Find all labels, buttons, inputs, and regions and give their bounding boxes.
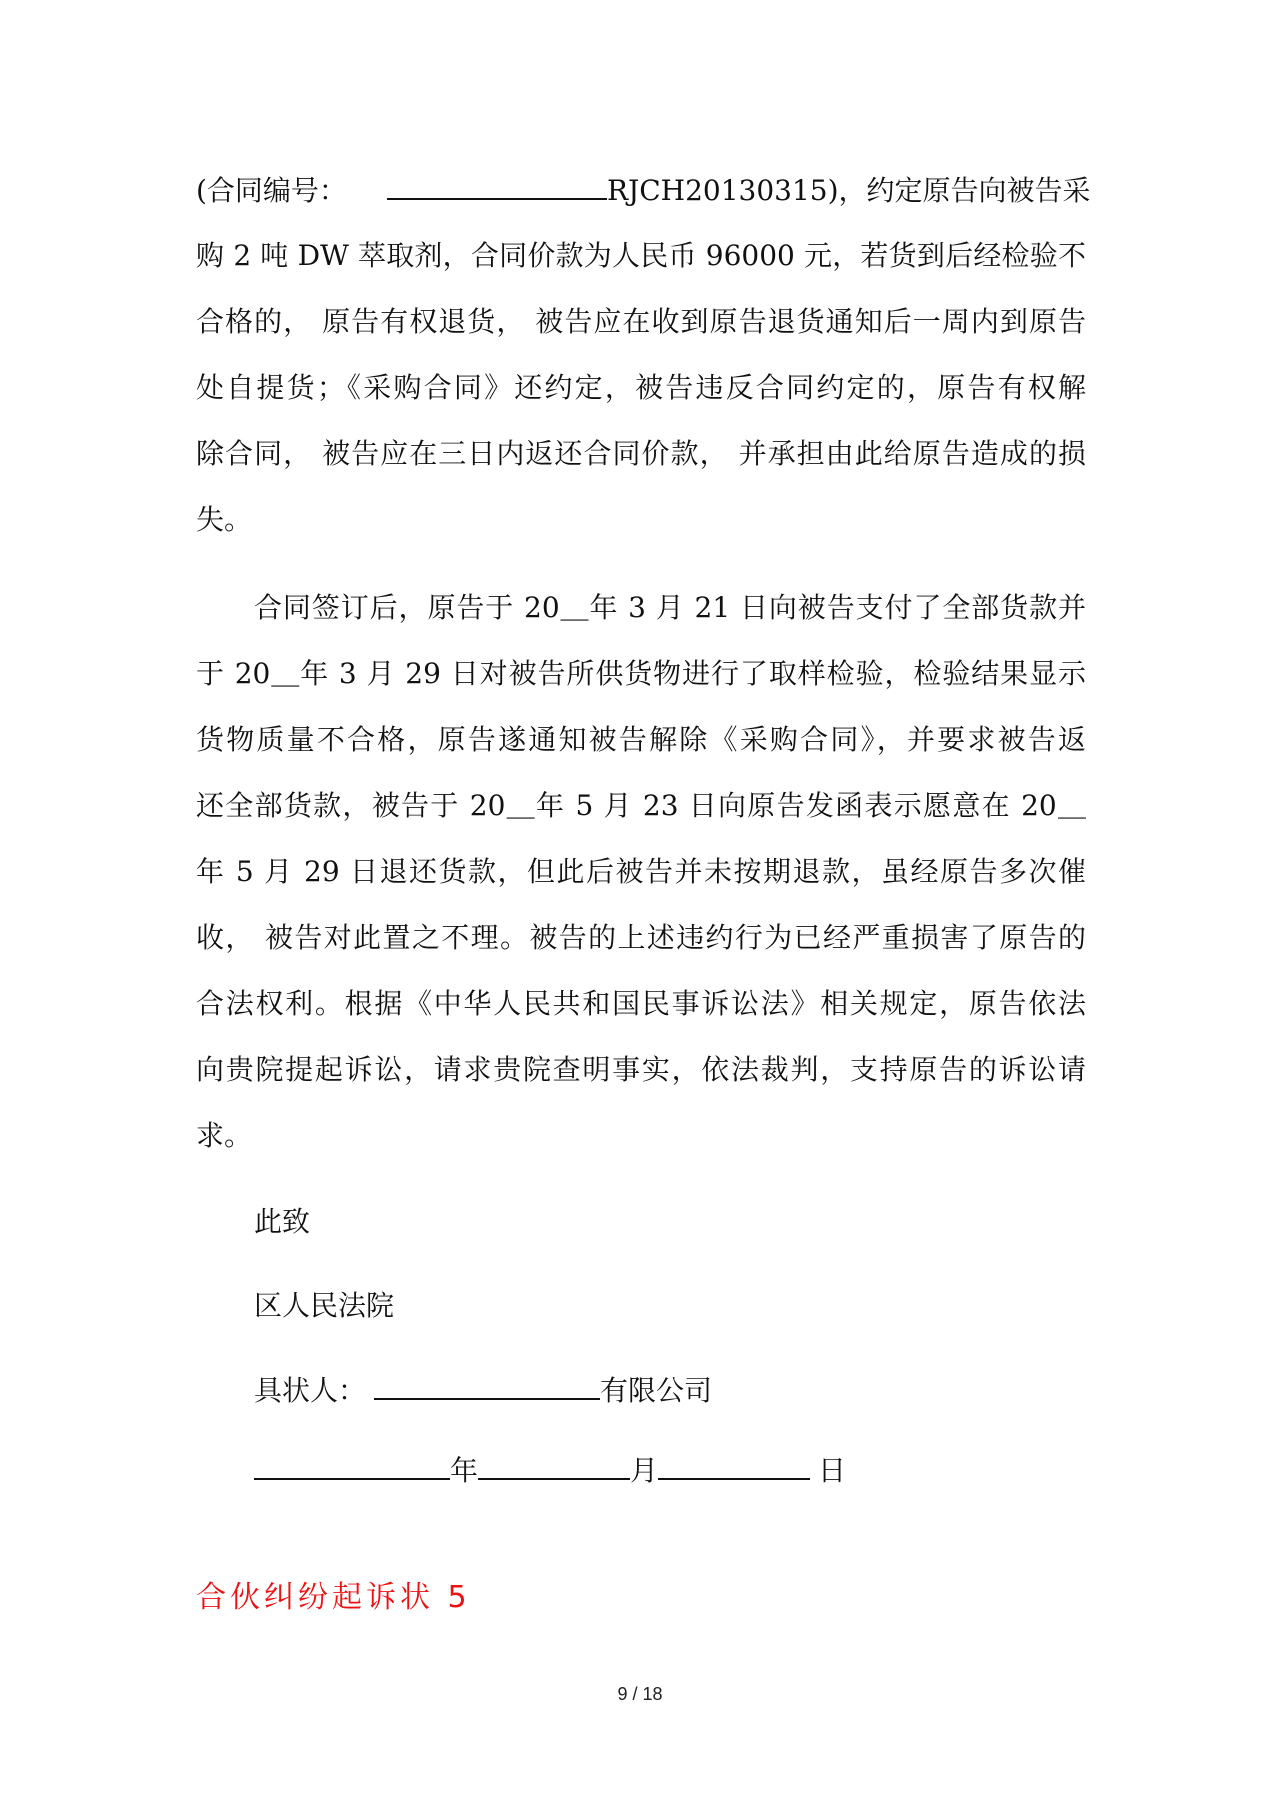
- paragraph1-line: 处自提货；《采购合同》还约定，被告违反合同约定的，原告有权解: [196, 371, 1086, 404]
- paragraph2-line: 还全部货款，被告于 20＿年 5 月 23 日向原告发函表示愿意在 20＿: [196, 789, 1086, 822]
- contract-number-blank: [387, 170, 607, 200]
- paragraph1-line: 合格的， 原告有权退货， 被告应在收到原告退货通知后一周内到原告: [196, 305, 1086, 338]
- year-blank: [254, 1450, 450, 1480]
- date-day-label: 日: [818, 1454, 847, 1487]
- paragraph2-line: 收， 被告对此置之不理。被告的上述违约行为已经严重损害了原告的: [196, 921, 1086, 954]
- signer-suffix: 有限公司: [600, 1374, 713, 1407]
- contract-number-label: (合同编号：: [196, 174, 347, 207]
- signer-blank: [374, 1370, 600, 1400]
- paragraph1-line: 购 2 吨 DW 萃取剂，合同价款为人民币 96000 元，若货到后经检验不: [196, 239, 1086, 272]
- section-heading: 合伙纠纷起诉状 5: [196, 1580, 471, 1615]
- court-name: 区人民法院: [254, 1289, 395, 1322]
- paragraph2-line: 货物质量不合格，原告遂通知被告解除《采购合同》，并要求被告返: [196, 723, 1086, 756]
- paragraph2-line: 合同签订后，原告于 20＿年 3 月 21 日向被告支付了全部货款并: [254, 591, 1086, 624]
- page-number: 9 / 18: [617, 1684, 663, 1704]
- contract-number-suffix: RJCH20130315)，约定原告向被告采: [606, 174, 1091, 207]
- paragraph2-line: 向贵院提起诉讼，请求贵院查明事实，依法裁判，支持原告的诉讼请: [196, 1053, 1086, 1086]
- paragraph1-line: [196, 170, 1091, 210]
- paragraph2-line: 求。: [196, 1119, 253, 1152]
- paragraph1-line: 除合同， 被告应在三日内返还合同价款， 并承担由此给原告造成的损: [196, 437, 1086, 470]
- paragraph2-line: 于 20＿年 3 月 29 日对被告所供货物进行了取样检验，检验结果显示: [196, 657, 1086, 690]
- salutation: 此致: [254, 1205, 311, 1238]
- date-year-label: 年: [450, 1454, 479, 1487]
- day-blank: [658, 1450, 810, 1480]
- paragraph2-line: 合法权利。根据《中华人民共和国民事诉讼法》相关规定，原告依法: [196, 987, 1086, 1020]
- month-blank: [478, 1450, 630, 1480]
- date-month-label: 月: [630, 1454, 659, 1487]
- date-line: [254, 1450, 846, 1491]
- signer-label: 具状人：: [254, 1374, 367, 1407]
- paragraph1-line: 失。: [196, 503, 253, 536]
- paragraph2-line: 年 5 月 29 日退还货款，但此后被告并未按期退款，虽经原告多次催: [196, 855, 1086, 888]
- signer-line: [254, 1370, 712, 1411]
